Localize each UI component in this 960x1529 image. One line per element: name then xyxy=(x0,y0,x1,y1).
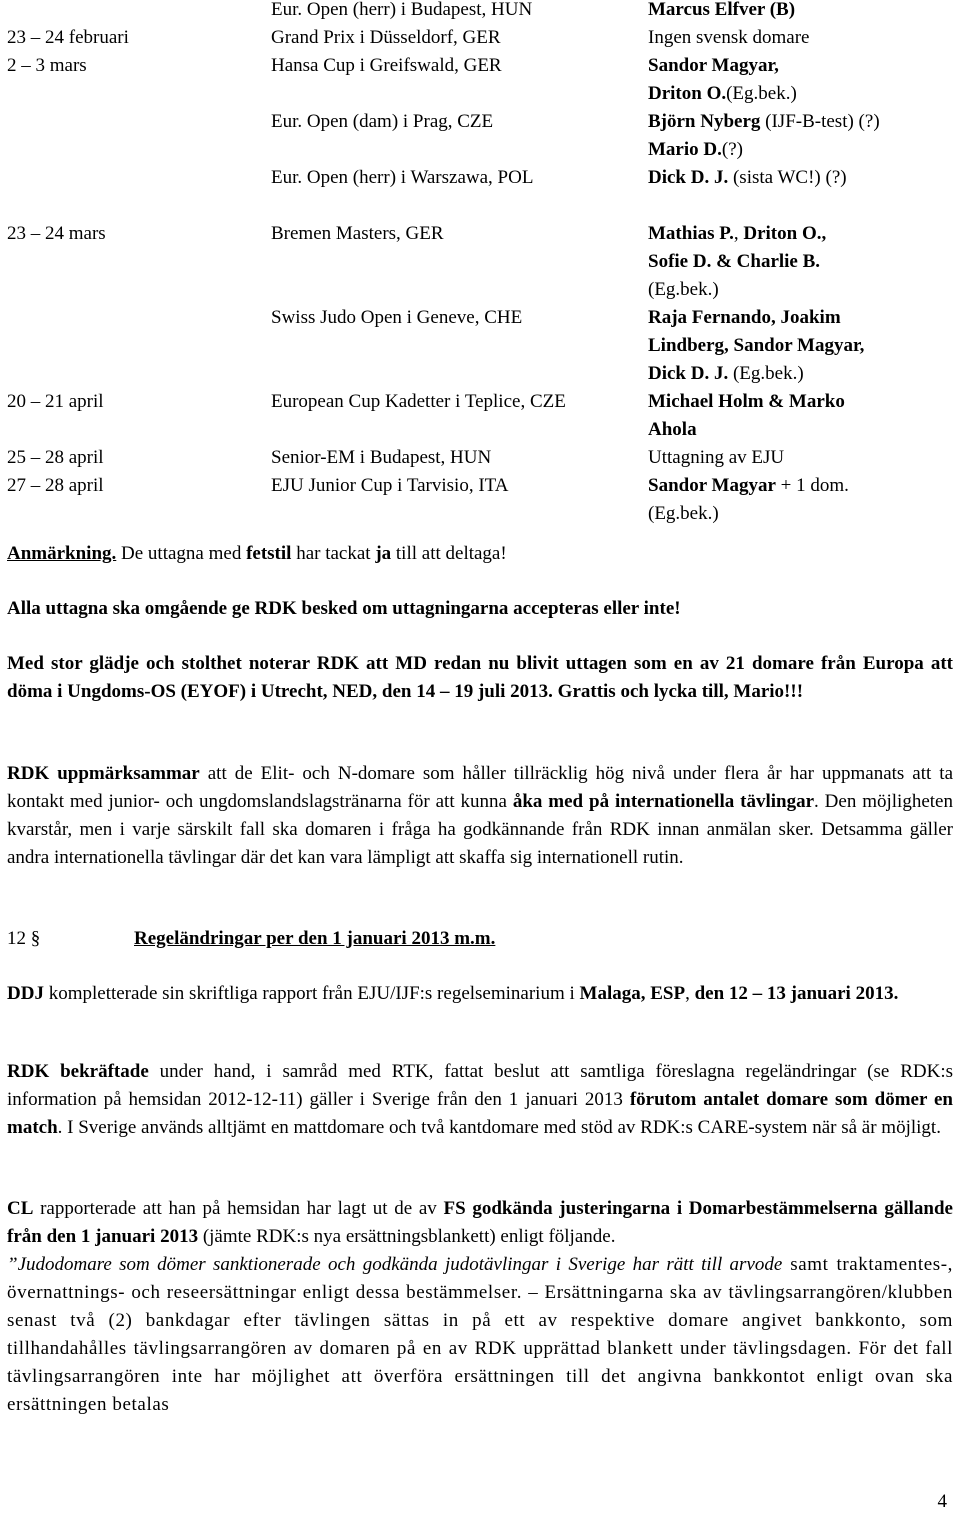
quote-italic: ”Judodomare som dömer sanktionerade och godkända judotävlingar i Sverige har rätt till arvode xyxy=(7,1254,783,1275)
schedule-row xyxy=(7,360,953,388)
schedule-event: Eur. Open (herr) i Budapest, HUN xyxy=(271,0,533,20)
schedule-referees: Lindberg, Sandor Magyar, xyxy=(648,335,865,356)
cl-paragraph: CL rapporterade att han på hemsidan har lagt ut de av FS godkända justeringarna i Domarbestämmelserna gällande från den 1 januari 2013 (jämte RDK:s nya ersättningsblankett) enligt följande. ”Judodomare som dömer sanktionerade och godkända judotävlingar i Sverige har rätt till arvode samt traktamentes-, övernattnings- och reseersättningar enligt dessa bestämmelser. – Ersättningarna ska av tävlingsarrangören/klubben senast två (2) bankdagar efter tävlingen sättas in på ett av respektive domare angivet bankkonto, som tillhandahålles tävlingsarrangören av domaren på en av RDK upprättad blankett under tävlingsdagen. För det fall tävlingsarrangören inte har möjlighet att överföra ersättningen till det angivna bankkontot enligt ovan ska ersättningen betalas xyxy=(7,1198,954,1415)
schedule-row xyxy=(7,0,953,24)
schedule-event: European Cup Kadetter i Teplice, CZE xyxy=(271,391,566,412)
schedule-row xyxy=(7,472,953,500)
all-selected-notice: Alla uttagna ska omgående ge RDK besked om uttagningarna accepteras eller inte! xyxy=(7,598,681,619)
note-label: Anmärkning. xyxy=(7,543,117,564)
schedule-referees: Björn Nyberg (IJF-B-test) (?) xyxy=(648,111,880,132)
section-heading xyxy=(7,925,953,953)
schedule-row xyxy=(7,136,953,164)
schedule-referees: Driton O.(Eg.bek.) xyxy=(648,83,797,104)
schedule-event: Eur. Open (herr) i Warszawa, POL xyxy=(271,167,534,188)
schedule-row xyxy=(7,80,953,108)
schedule-date: 27 – 28 april xyxy=(7,475,104,496)
schedule-row xyxy=(7,108,953,136)
schedule-row xyxy=(7,444,953,472)
schedule-row xyxy=(7,52,953,80)
schedule-row xyxy=(7,332,953,360)
schedule-row xyxy=(7,164,953,192)
schedule-referees: (Eg.bek.) xyxy=(648,279,719,300)
schedule-event: Grand Prix i Düsseldorf, GER xyxy=(271,27,501,48)
schedule-row xyxy=(7,24,953,52)
schedule-referees: Dick D. J. (sista WC!) (?) xyxy=(648,167,847,188)
schedule-referees: Sandor Magyar + 1 dom. xyxy=(648,475,849,496)
schedule-date: 2 – 3 mars xyxy=(7,55,87,76)
schedule-date: 23 – 24 februari xyxy=(7,27,129,48)
schedule-event: Senior-EM i Budapest, HUN xyxy=(271,447,492,468)
ddj-paragraph: DDJ kompletterade sin skriftliga rapport från EJU/IJF:s regelseminarium i Malaga, ESP, den 12 – 13 januari 2013. xyxy=(7,983,899,1004)
schedule-event: EJU Junior Cup i Tarvisio, ITA xyxy=(271,475,509,496)
schedule-referees: Uttagning av EJU xyxy=(648,447,785,468)
section-number: 12 § xyxy=(7,928,41,949)
schedule-row xyxy=(7,220,953,248)
schedule-referees: Dick D. J. (Eg.bek.) xyxy=(648,363,804,384)
schedule-date: 20 – 21 april xyxy=(7,391,104,412)
schedule-table xyxy=(7,0,953,528)
eyof-announcement: Med stor glädje och stolthet noterar RDK att MD redan nu blivit uttagen som en av 21 domare från Europa att döma i Ungdoms-OS (EYOF) i Utrecht, NED, den 14 – 19 juli 2013. Grattis och lycka till, Mario!!! xyxy=(7,653,953,702)
section-title: Regeländringar per den 1 januari 2013 m.m. xyxy=(134,928,496,949)
note-paragraph: Anmärkning. De uttagna med fetstil har tackat ja till att deltaga! xyxy=(7,543,507,564)
schedule-row xyxy=(7,500,953,528)
schedule-referees: Mathias P., Driton O., xyxy=(648,223,827,244)
schedule-row xyxy=(7,276,953,304)
schedule-event: Bremen Masters, GER xyxy=(271,223,444,244)
rdk-rule-changes-paragraph: RDK bekräftade under hand, i samråd med RTK, fattat beslut att samtliga föreslagna regeländringar (se RDK:s information på hemsidan 2012-12-11) gäller i Sverige från den 1 januari 2013 förutom antalet domare som dömer en match. I Sverige används alltjämt en mattdomare och två kantdomare med stöd av RDK:s CARE-system när så är möjligt. xyxy=(7,1061,953,1138)
schedule-date: 23 – 24 mars xyxy=(7,223,106,244)
schedule-row xyxy=(7,192,953,220)
schedule-referees: Marcus Elfver (B) xyxy=(648,0,796,20)
schedule-row xyxy=(7,388,953,416)
schedule-referees: Mario D.(?) xyxy=(648,139,743,160)
schedule-row xyxy=(7,248,953,276)
schedule-referees: Michael Holm & Marko xyxy=(648,391,845,412)
schedule-referees: Sandor Magyar, xyxy=(648,55,779,76)
schedule-row xyxy=(7,304,953,332)
quote-text: samt traktamentes-, övernattnings- och reseersättningar enligt dessa bestämmelser. – Ersättningarna ska av tävlingsarrangören/klubben senast två (2) bankdagar efter tävlingen sättas in på ett av respektive domare angivet bankkonto, som tillhandahålles tävlingsarrangören av domaren på en av RDK upprättad blankett under tävlingsdagen. För det fall tävlingsarrangören inte har möjlighet att överföra ersättningen till det angivna bankkontot enligt ovan ska ersättningen betalas xyxy=(7,1254,954,1415)
schedule-referees: Sofie D. & Charlie B. xyxy=(648,251,821,272)
schedule-date: 25 – 28 april xyxy=(7,447,104,468)
schedule-referees: (Eg.bek.) xyxy=(648,503,719,524)
schedule-event: Swiss Judo Open i Geneve, CHE xyxy=(271,307,523,328)
schedule-row xyxy=(7,416,953,444)
schedule-event: Hansa Cup i Greifswald, GER xyxy=(271,55,502,76)
schedule-referees: Ingen svensk domare xyxy=(648,27,810,48)
page-number: 4 xyxy=(937,1491,947,1512)
schedule-referees: Raja Fernando, Joakim xyxy=(648,307,841,328)
rdk-international-paragraph: RDK uppmärksammar att de Elit- och N-domare som håller tillräcklig hög nivå under flera år har uppmanats att ta kontakt med junior- och ungdomslandslagstränarna för att kunna åka med på internationella tävlingar. Den möjligheten kvarstår, men i varje särskilt fall ska domaren i fråga ha godkännande från RDK innan anmälan sker. Detsamma gäller andra internationella tävlingar där det kan vara lämpligt att skaffa sig internationell rutin. xyxy=(7,763,953,868)
schedule-event: Eur. Open (dam) i Prag, CZE xyxy=(271,111,494,132)
schedule-referees: Ahola xyxy=(648,419,697,440)
